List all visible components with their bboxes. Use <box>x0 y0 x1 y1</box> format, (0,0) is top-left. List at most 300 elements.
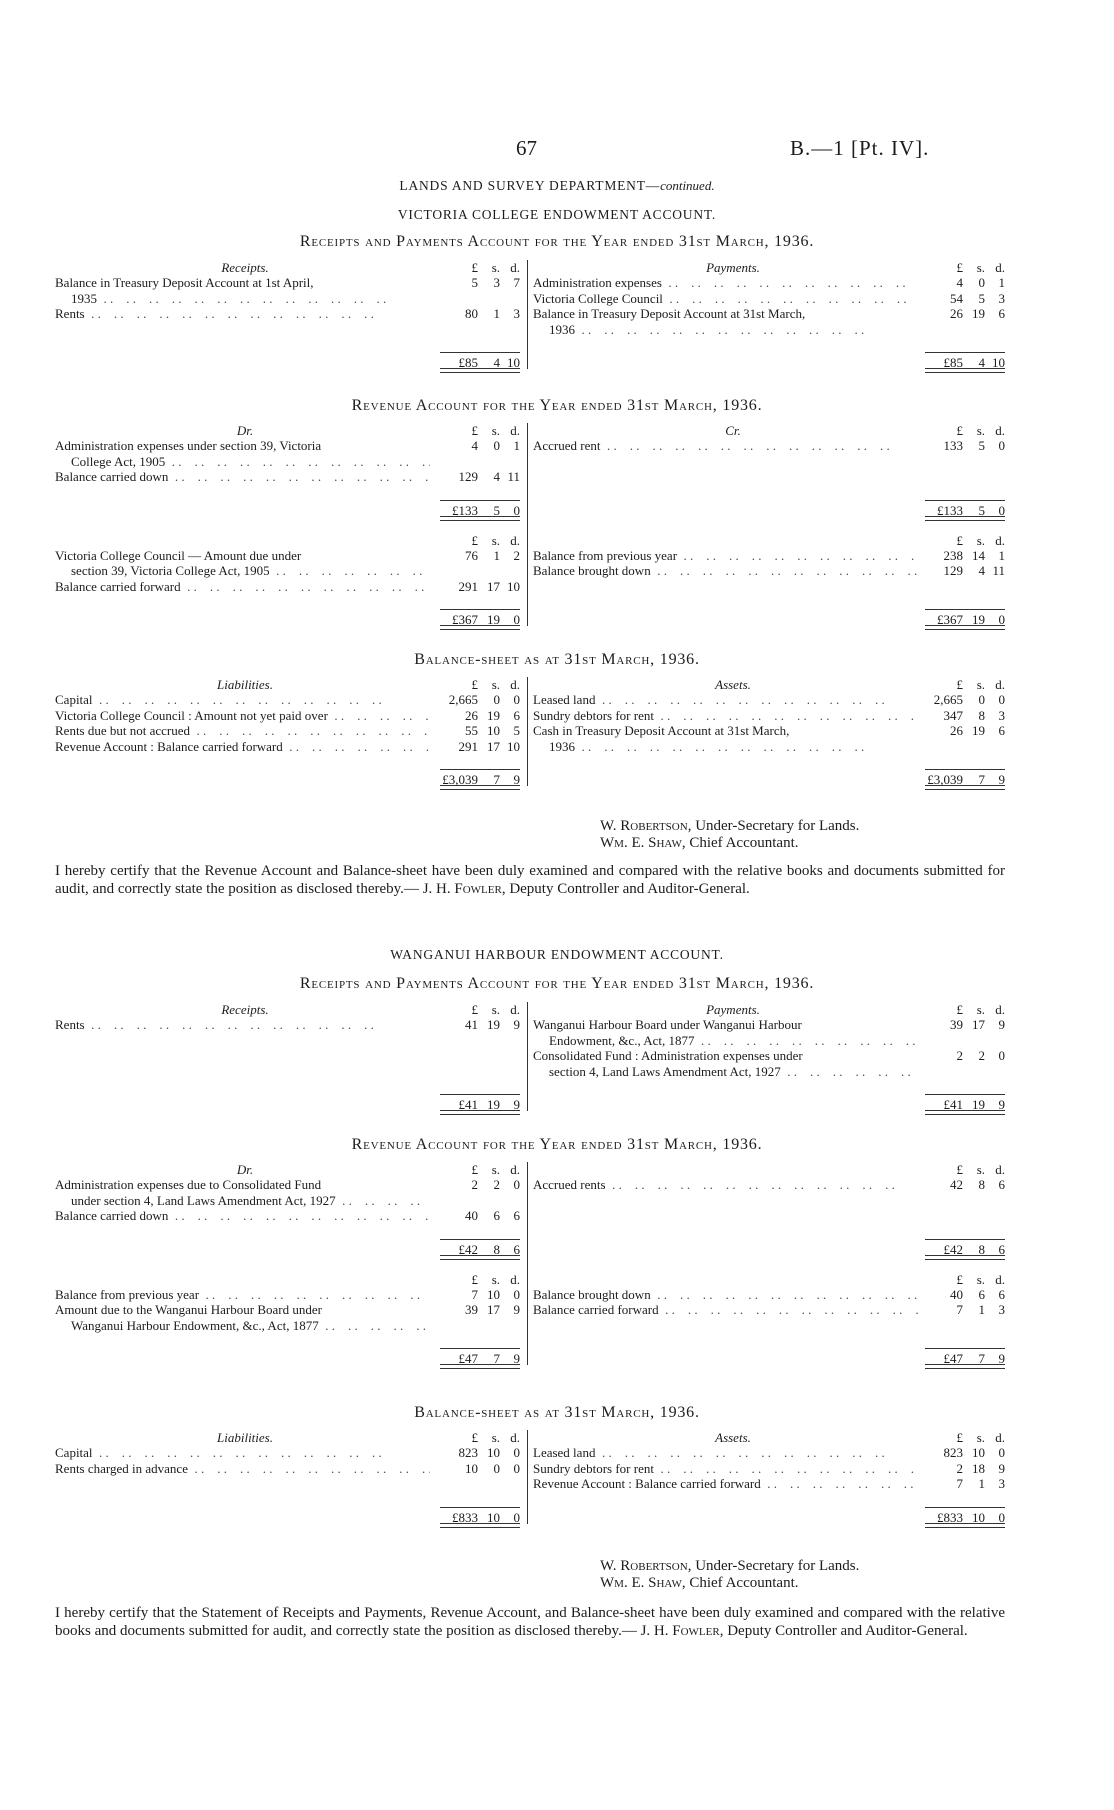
currency-units <box>925 1002 1005 1018</box>
entry-text: Victoria College Council . . <box>533 291 918 307</box>
column-title: Receipts. <box>221 1002 269 1017</box>
double-rule <box>925 1364 1005 1369</box>
amount-pence: 9 <box>513 772 520 787</box>
entry-text: Endowment, &c., Act, 1877 . . <box>533 1033 918 1049</box>
amount-pence: 9 <box>998 772 1005 787</box>
ledger-row <box>533 692 1005 708</box>
spacer <box>55 1256 520 1272</box>
ledger-row <box>533 1048 1005 1079</box>
spacer <box>55 1224 520 1234</box>
debit-side <box>55 1162 520 1365</box>
amount-pounds: £3,039 <box>927 772 963 787</box>
entry-text: Balance from previous year . . <box>533 548 918 564</box>
total-row <box>55 604 520 626</box>
amount-pounds: 7 <box>956 1476 963 1491</box>
entry-amount <box>440 1177 520 1193</box>
ledger-row <box>55 1445 520 1461</box>
entry-text: Balance brought down . . <box>533 563 918 579</box>
total-row <box>533 764 1005 786</box>
total-row <box>55 347 520 369</box>
entry-text: Leased land . . <box>533 692 918 708</box>
total-row <box>533 604 1005 626</box>
amount-pence: 10 <box>507 738 520 754</box>
amount-pounds: 40 <box>950 1286 963 1302</box>
unit-pence: d. <box>995 1271 1005 1287</box>
amount-pounds: 291 <box>458 578 478 594</box>
column-header <box>533 423 1005 438</box>
column-title: Assets. <box>715 677 751 692</box>
entry-text: Victoria College Council : Amount not yet paid over . . <box>55 708 430 724</box>
entry-text: Rents . . <box>55 306 430 322</box>
currency-units <box>440 1272 520 1288</box>
signature-under-secretary: W. Robertson, Under-Secretary for Lands. <box>600 818 860 834</box>
entry-amount <box>925 548 1005 564</box>
amount-shillings: 19 <box>487 612 500 627</box>
spacer <box>533 337 1005 347</box>
entry-amount <box>925 1302 1005 1318</box>
unit-shillings: s. <box>976 423 985 438</box>
unit-pounds: £ <box>956 423 963 438</box>
spacer <box>533 1079 1005 1089</box>
total-row <box>55 1502 520 1524</box>
entry-amount <box>440 579 520 595</box>
amount-shillings: 10 <box>487 1445 500 1460</box>
ledger-row <box>55 275 520 306</box>
amount-pounds: £833 <box>937 1509 963 1525</box>
total-row <box>533 1502 1005 1524</box>
spacer <box>533 1224 1005 1234</box>
department-name: LANDS AND SURVEY DEPARTMENT— <box>399 178 661 193</box>
entry-text: Administration expenses due to Consolidated Fund <box>55 1177 322 1192</box>
spacer <box>533 754 1005 764</box>
unit-pence: d. <box>510 1002 520 1017</box>
wanganui-balance-sheet <box>55 1430 1005 1524</box>
amount-pence: 0 <box>998 502 1005 518</box>
ledger-row <box>533 275 1005 291</box>
currency-units <box>440 423 520 439</box>
amount-pence: 6 <box>998 723 1005 738</box>
blank-row <box>55 1064 520 1080</box>
unit-pounds: £ <box>471 532 478 548</box>
entry-amount <box>925 708 1005 724</box>
unit-pence: d. <box>510 1271 520 1287</box>
ledger-row <box>533 1445 1005 1461</box>
entry-text: Capital . . <box>55 692 430 708</box>
entry-text: Accrued rent . . <box>533 438 918 454</box>
currency-units <box>440 1002 520 1018</box>
entry-amount <box>440 1302 520 1318</box>
currency-units <box>925 1272 1005 1288</box>
unit-pounds: £ <box>956 1002 963 1017</box>
unit-pence: d. <box>995 1430 1005 1445</box>
entry-amount <box>440 438 520 454</box>
wanganui-revenue-account <box>55 1162 1005 1365</box>
page-header <box>0 136 1114 166</box>
currency-units <box>440 677 520 693</box>
column-header <box>533 1002 1005 1017</box>
double-rule <box>440 625 520 630</box>
unit-pence: d. <box>995 532 1005 548</box>
spacer <box>533 1256 1005 1272</box>
amount-shillings: 10 <box>487 1286 500 1302</box>
amount-pounds: £42 <box>943 1241 963 1257</box>
amount-pence: 0 <box>998 1445 1005 1460</box>
unit-pounds: £ <box>956 677 963 692</box>
amount-pounds: £41 <box>458 1097 478 1112</box>
amount-pounds: £367 <box>937 612 963 627</box>
amount-pence: 0 <box>513 1460 520 1476</box>
amount-pounds: 10 <box>465 1460 478 1476</box>
currency-units <box>440 1430 520 1446</box>
unit-shillings: s. <box>491 1162 500 1177</box>
entry-amount <box>925 563 1005 579</box>
total-row <box>533 1343 1005 1365</box>
column-divider <box>527 423 528 626</box>
amount-pounds: 4 <box>956 275 963 290</box>
currency-units <box>925 533 1005 549</box>
amount-pence: 0 <box>998 692 1005 707</box>
blank-row <box>533 579 1005 595</box>
entry-text: Wanganui Harbour Endowment, &c., Act, 1877 . . <box>55 1318 430 1334</box>
unit-shillings: s. <box>976 1271 985 1287</box>
unit-pence: d. <box>510 1430 520 1445</box>
amount-shillings: 0 <box>978 692 985 707</box>
entry-text: under section 4, Land Laws Amendment Act, 1927 . . <box>55 1193 430 1209</box>
spacer <box>55 517 520 533</box>
amount-pence: 6 <box>513 1208 520 1223</box>
entry-amount <box>925 1476 1005 1492</box>
amount-shillings: 6 <box>978 1286 985 1302</box>
amount-pounds: 823 <box>458 1445 478 1460</box>
amount-shillings: 3 <box>493 275 500 290</box>
ledger-row <box>55 438 520 469</box>
amount-pounds: 55 <box>465 723 478 738</box>
blank-row <box>55 322 520 338</box>
unit-pounds: £ <box>471 423 478 438</box>
entry-text: Revenue Account : Balance carried forward . . <box>533 1476 918 1492</box>
total-row <box>55 495 520 517</box>
amount-shillings: 19 <box>972 1097 985 1112</box>
victoria-revenue-heading: Revenue Account for the Year ended 31st March, 1936. <box>351 397 763 414</box>
victoria-audit-certificate: I hereby certify that the Revenue Account and Balance-sheet have been duly examined and compared with the relative books and documents submitted for audit, and correctly state the position as disclosed thereby.— J. H. Fowler, Deputy Controller and Auditor-General. <box>55 863 1005 897</box>
amount-pence: 3 <box>998 290 1005 306</box>
column-title: Liabilities. <box>217 677 273 692</box>
unit-pounds: £ <box>956 532 963 548</box>
amount-shillings: 10 <box>487 1509 500 1525</box>
entry-amount <box>440 1208 520 1224</box>
amount-pence: 6 <box>513 707 520 723</box>
amount-shillings: 2 <box>978 1048 985 1063</box>
entry-text: Balance carried forward . . <box>533 1302 918 1318</box>
unit-shillings: s. <box>976 677 985 692</box>
page-number: 67 <box>516 136 537 160</box>
entry-amount <box>925 1287 1005 1303</box>
spacer <box>55 1333 520 1343</box>
column-title: Dr. <box>236 423 254 438</box>
column-title: Dr. <box>236 1162 254 1177</box>
amount-pounds: 26 <box>465 707 478 723</box>
entry-text: Sundry debtors for rent . . <box>533 708 918 724</box>
amount-pounds: £42 <box>458 1241 478 1257</box>
entry-amount <box>440 306 520 322</box>
amount-shillings: 4 <box>978 355 985 370</box>
entry-amount <box>440 723 520 739</box>
total-row <box>533 347 1005 369</box>
amount-shillings: 1 <box>493 306 500 321</box>
entry-amount <box>925 291 1005 307</box>
unit-shillings: s. <box>976 1162 985 1177</box>
amount-pounds: 2 <box>956 1460 963 1476</box>
amount-pence: 9 <box>998 1097 1005 1112</box>
amount-shillings: 0 <box>493 1460 500 1476</box>
column-header <box>55 533 520 548</box>
entry-text: Balance carried down . . <box>55 469 430 485</box>
unit-pence: d. <box>510 423 520 438</box>
amount-pounds: 26 <box>950 723 963 738</box>
amount-shillings: 1 <box>978 1302 985 1317</box>
blank-row <box>533 454 1005 470</box>
spacer <box>533 517 1005 533</box>
column-divider <box>527 1430 528 1524</box>
unit-pounds: £ <box>471 1430 478 1445</box>
entry-amount <box>440 739 520 755</box>
entry-amount <box>440 275 520 291</box>
entry-amount <box>440 548 520 564</box>
debit-side <box>55 423 520 626</box>
amount-pence: 9 <box>513 1097 520 1112</box>
wanganui-receipts-heading: Receipts and Payments Account for the Year ended 31st March, 1936. <box>299 975 815 992</box>
column-header <box>533 260 1005 275</box>
column-title: Payments. <box>706 260 760 275</box>
amount-pence: 1 <box>513 438 520 453</box>
ledger-row <box>533 563 1005 579</box>
ledger-row <box>533 291 1005 307</box>
entry-amount <box>440 708 520 724</box>
double-rule <box>925 368 1005 373</box>
wanganui-receipts-account <box>55 1002 1005 1111</box>
entry-text: Accrued rents . . <box>533 1177 918 1193</box>
ledger-row <box>55 739 520 755</box>
ledger-row <box>533 438 1005 454</box>
blank-row <box>55 1476 520 1492</box>
unit-pounds: £ <box>471 677 478 692</box>
ledger-row <box>55 1302 520 1333</box>
entry-text: Rents charged in advance . . <box>55 1461 430 1477</box>
amount-pounds: 133 <box>943 438 963 453</box>
debit-side <box>55 1002 520 1111</box>
currency-units <box>440 533 520 549</box>
amount-pence: 6 <box>998 1177 1005 1192</box>
entry-amount <box>925 1017 1005 1033</box>
victoria-receipts-heading: Receipts and Payments Account for the Year ended 31st March, 1936. <box>299 233 815 250</box>
amount-shillings: 19 <box>487 707 500 723</box>
blank-row <box>55 1048 520 1064</box>
ledger-row <box>55 1177 520 1208</box>
amount-shillings: 10 <box>487 723 500 738</box>
total-row <box>55 1089 520 1111</box>
unit-pounds: £ <box>956 1430 963 1445</box>
entry-text: Leased land . . <box>533 1445 918 1461</box>
amount-pence: 11 <box>507 469 520 484</box>
total-row <box>533 1234 1005 1256</box>
amount-pence: 5 <box>513 723 520 738</box>
amount-shillings: 0 <box>493 438 500 453</box>
victoria-balance-heading: Balance-sheet as at 31st March, 1936. <box>414 651 700 668</box>
amount-pence: 6 <box>513 1241 520 1257</box>
amount-pounds: 4 <box>471 438 478 453</box>
amount-shillings: 8 <box>978 1241 985 1257</box>
unit-pounds: £ <box>956 1162 963 1177</box>
column-header <box>55 1162 520 1177</box>
blank-row <box>533 469 1005 485</box>
victoria-balance-sheet <box>55 677 1005 786</box>
amount-pounds: 76 <box>465 547 478 563</box>
unit-pounds: £ <box>956 260 963 275</box>
column-divider <box>527 677 528 786</box>
unit-pence: d. <box>510 260 520 275</box>
column-header <box>533 533 1005 548</box>
amount-pounds: £47 <box>943 1351 963 1366</box>
currency-units <box>925 1162 1005 1178</box>
wanganui-audit-certificate: I hereby certify that the Statement of Receipts and Payments, Revenue Account, and Balance-sheet have been duly examined and compared with the relative books and documents submitted for audit, and correctly state the position as disclosed thereby.— J. H. Fowler, Deputy Controller and Auditor-General. <box>55 1605 1005 1639</box>
amount-shillings: 0 <box>978 275 985 290</box>
spacer <box>55 1492 520 1502</box>
amount-pence: 11 <box>992 563 1005 578</box>
spacer <box>55 594 520 604</box>
document-reference: B.—1 [Pt. IV]. <box>790 136 930 160</box>
victoria-account-title: VICTORIA COLLEGE ENDOWMENT ACCOUNT. <box>397 207 717 222</box>
double-rule <box>440 1523 520 1528</box>
victoria-revenue-account <box>55 423 1005 626</box>
amount-pence: 0 <box>998 1509 1005 1525</box>
amount-pence: 0 <box>513 1286 520 1302</box>
amount-pence: 0 <box>513 502 520 518</box>
ledger-row <box>55 306 520 322</box>
ledger-row <box>533 306 1005 337</box>
amount-shillings: 0 <box>493 692 500 707</box>
debit-side <box>55 260 520 369</box>
amount-pence: 9 <box>998 1460 1005 1476</box>
double-rule <box>440 1364 520 1369</box>
column-divider <box>527 1162 528 1365</box>
entry-text: Balance carried down . . <box>55 1208 430 1224</box>
entry-text: Cash in Treasury Deposit Account at 31st March, <box>533 723 790 738</box>
unit-shillings: s. <box>976 1430 985 1445</box>
signature-under-secretary: W. Robertson, Under-Secretary for Lands. <box>600 1558 860 1574</box>
currency-units <box>440 1162 520 1178</box>
amount-pence: 0 <box>513 612 520 627</box>
amount-pounds: 41 <box>465 1017 478 1032</box>
amount-pounds: £133 <box>452 502 478 518</box>
amount-shillings: 17 <box>487 1302 500 1317</box>
debit-side <box>55 677 520 786</box>
entry-text: Rents . . <box>55 1017 430 1033</box>
amount-pounds: 54 <box>950 290 963 306</box>
entry-text: section 39, Victoria College Act, 1905 . . <box>55 563 430 579</box>
amount-shillings: 2 <box>493 1177 500 1192</box>
entry-amount <box>440 1461 520 1477</box>
ledger-row <box>533 1177 1005 1193</box>
amount-shillings: 17 <box>487 578 500 594</box>
amount-pence: 1 <box>998 275 1005 290</box>
ledger-row <box>55 469 520 485</box>
spacer <box>55 1079 520 1089</box>
entry-amount <box>925 306 1005 322</box>
entry-text: Administration expenses . . <box>533 275 918 291</box>
amount-pounds: £3,039 <box>442 772 478 787</box>
amount-pence: 0 <box>998 612 1005 627</box>
credit-side <box>533 260 1005 369</box>
amount-pence: 1 <box>998 547 1005 563</box>
entry-amount <box>925 1177 1005 1193</box>
amount-pounds: 2 <box>956 1048 963 1063</box>
unit-pence: d. <box>510 1162 520 1177</box>
amount-pounds: 238 <box>943 547 963 563</box>
wanganui-revenue-heading: Revenue Account for the Year ended 31st March, 1936. <box>351 1136 763 1153</box>
total-row <box>55 764 520 786</box>
credit-side <box>533 677 1005 786</box>
amount-shillings: 10 <box>972 1445 985 1460</box>
total-row <box>55 1234 520 1256</box>
unit-shillings: s. <box>491 1002 500 1017</box>
column-header <box>55 260 520 275</box>
amount-pounds: 129 <box>943 563 963 578</box>
column-title: Payments. <box>706 1002 760 1017</box>
amount-shillings: 7 <box>493 1351 500 1366</box>
entry-text: Wanganui Harbour Board under Wanganui Harbour <box>533 1017 802 1032</box>
amount-pounds: £367 <box>452 612 478 627</box>
entry-text: Revenue Account : Balance carried forward . . <box>55 739 430 755</box>
amount-shillings: 4 <box>493 469 500 484</box>
unit-pence: d. <box>995 260 1005 275</box>
double-rule <box>925 1523 1005 1528</box>
amount-shillings: 19 <box>972 612 985 627</box>
amount-pence: 0 <box>513 1445 520 1460</box>
amount-pounds: 2 <box>471 1177 478 1192</box>
entry-text: 1935 . . <box>55 291 430 307</box>
amount-pence: 6 <box>998 1241 1005 1257</box>
ledger-row <box>55 1208 520 1224</box>
blank-row <box>533 1208 1005 1224</box>
total-row <box>533 1089 1005 1111</box>
credit-side <box>533 1430 1005 1524</box>
column-title: Assets. <box>715 1430 751 1445</box>
double-rule <box>440 785 520 790</box>
ledger-row <box>533 708 1005 724</box>
column-divider <box>527 1002 528 1111</box>
double-rule <box>925 785 1005 790</box>
unit-shillings: s. <box>491 423 500 438</box>
entry-amount <box>440 1017 520 1033</box>
entry-text: Balance in Treasury Deposit Account at 31st March, <box>533 306 806 321</box>
amount-pence: 7 <box>513 275 520 290</box>
signature-chief-accountant: Wm. E. Shaw, Chief Accountant. <box>600 835 799 851</box>
unit-shillings: s. <box>491 260 500 275</box>
amount-pence: 0 <box>998 1048 1005 1063</box>
entry-amount <box>925 438 1005 454</box>
entry-amount <box>925 692 1005 708</box>
entry-text: Capital . . <box>55 1445 430 1461</box>
double-rule <box>925 1110 1005 1115</box>
spacer <box>533 1492 1005 1502</box>
amount-shillings: 7 <box>493 772 500 787</box>
unit-shillings: s. <box>491 532 500 548</box>
unit-shillings: s. <box>976 532 985 548</box>
entry-text: section 4, Land Laws Amendment Act, 1927 . . <box>533 1064 918 1080</box>
column-title: Receipts. <box>221 260 269 275</box>
entry-amount <box>440 469 520 485</box>
entry-text: Balance brought down . . <box>533 1287 918 1303</box>
